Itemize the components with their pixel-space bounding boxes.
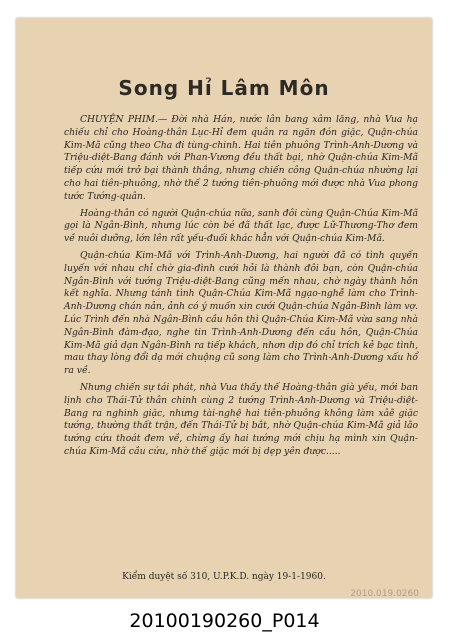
document-page <box>16 18 432 598</box>
image-caption: 20100190260_P014 <box>129 610 320 632</box>
paragraph-4: Nhưng chiến sự tái phát, nhà Vua thấy thế Hoàng-thân già yếu, mới ban lịnh cho Thái-Tử thân chinh cùng 2 tướng Trình-Anh-Dương và Triệu-diệt-Bang ra nghinh giặc, nhưng tài-nghệ hai tiên-phuông không làm xâẽ giặc tướng, thường thất trận, đến Thái-Tử bị bắt, nhờ Quận-chúa Kim-Mã giả lão tướng cứu thoát đem về, chừng ấy hai tướng mới chịu hạ mình xin Quận-chúa Kim-Mã cầu cứu, nhờ thế giặc mới bị dẹp yên được..... <box>64 381 418 457</box>
censorship-note: Kiểm duyệt số 310, U.P.K.D. ngày 19-1-1960. <box>122 572 326 582</box>
paragraph-3: Quận-chúa Kim-Mã với Trình-Anh-Dương, hai người đã có tình quyến luyến với nhau chỉ chờ gia-đình cưới hỏi là thành đôi bạn, còn Quận-chúa Ngân-Bình với tướng Triệu-diệt-Bang cũng mến nhau, chờ ngày thành hôn kết nghĩa. Nhưng tánh tình Quận-Chúa Kim-Mã ngạo-nghễ làm cho Trình-Anh-Dương chán nản, ảnh có ý muốn xin cưới Quận-chúa Ngân-Bình làm vợ. Lúc Trình đến nhà Ngân-Bình cầu hôn thì Quận-Chúa Kim-Mã vừa sang nhà Ngân-Bình đàm-đạo, nghe tin Trình-Anh-Dương đến cầu hôn, Quận-Chúa Kim-Mã giả dạn Ngân-Bình ra tiếp khách, nhơn dịp đó chỉ trích kẻ bạc tình, mau thay lòng đổi dạ mới chuộng cũ song làm cho Trình-Anh-Dương xấu hổ ra về. <box>64 249 418 377</box>
archive-stamp: 2010.019.0260 <box>350 589 419 599</box>
document-title: Song Hỉ Lâm Môn <box>118 76 330 100</box>
synopsis-text <box>64 114 418 463</box>
paragraph-1: CHUYỆN PHIM.— Đời nhà Hán, nước lân bang xâm lăng, nhà Vua hạ chiếu chỉ cho Hoàng-thân Lục-Hỉ đem quân ra ngăn đón giặc, Quận-chúa Kim-Mã cũng theo Cha đi tùng-chinh. Hai tiên phuông Trình-Anh-Dương và Triệu-diệt-Bang đánh với Phan-Vương đều thất bại, nhờ Quận-chúa Kim-Mã tiếp cứu mới trở bại thành thắng, nhưng chiến công Quận-chúa nhường lại cho hai tiên-phuông, nhờ thế 2 tướng tiên-phuông mới được nhà Vua phong tước Tướng-quân. <box>64 114 418 202</box>
paragraph-2: Hoàng-thân có người Quận-chúa nữa, sanh đôi cùng Quận-Chúa Kim-Mã gọi là Ngân-Bình, nhưng lúc còn bé đã thất lạc, được Lữ-Thương-Thơ đem về nuôi dưỡng, lớn lên rất yếu-đuối khác hẳn với Quận-chúa Kim-Mã. <box>64 207 418 245</box>
